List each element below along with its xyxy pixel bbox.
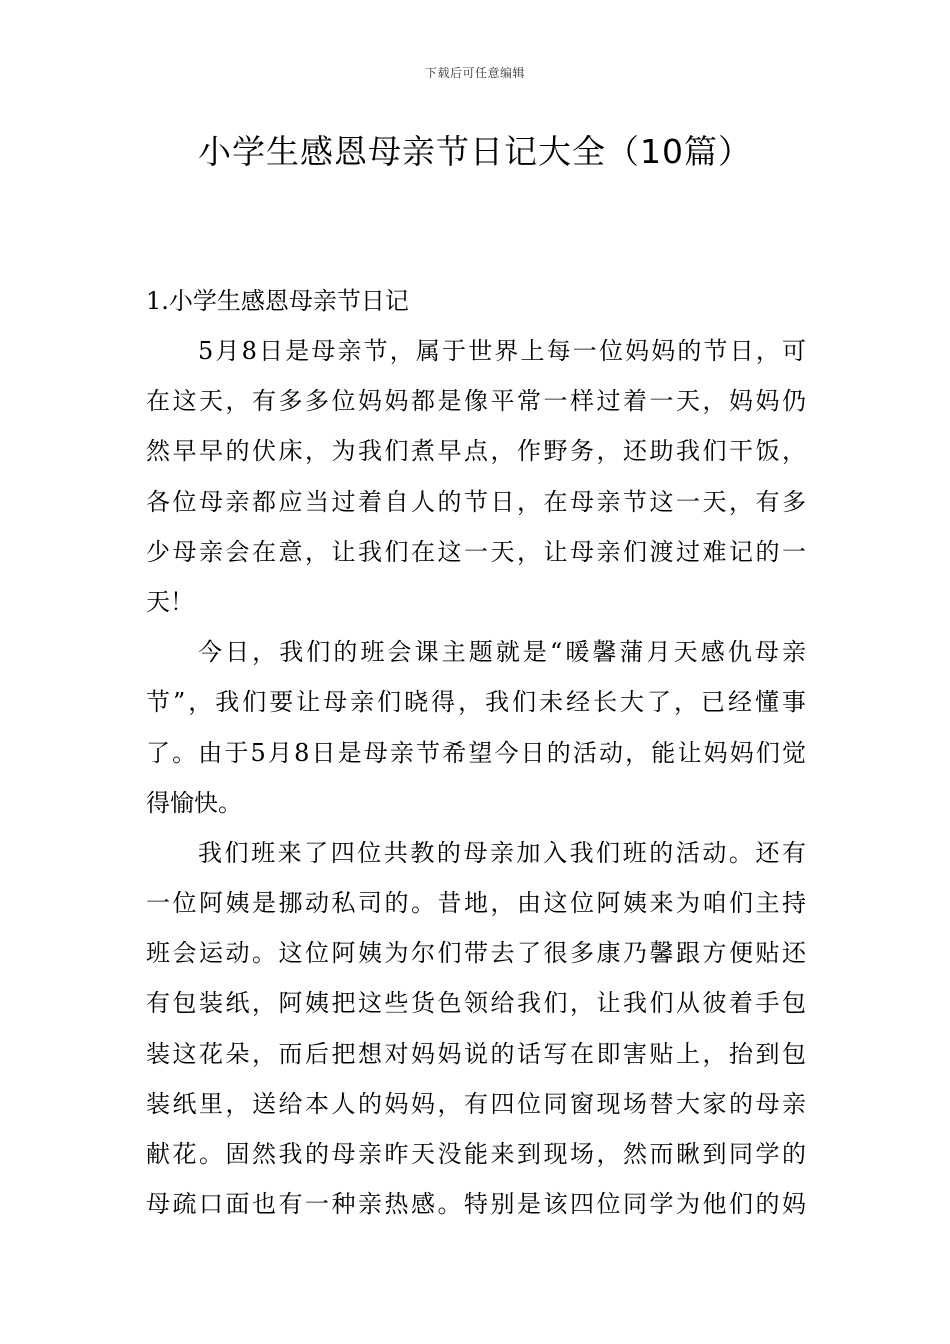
paragraph-line: 装这花朵，而后把想对妈妈说的话写在即害贴上，抬到包 (146, 1039, 806, 1068)
paragraph-line: 各位母亲都应当过着自人的节日，在母亲节这一天，有多 (146, 487, 806, 516)
paragraph-line: 了。由于5月8日是母亲节希望今日的活动，能让妈妈们觉 (146, 738, 806, 767)
paragraph-line: 节”，我们要让母亲们晓得，我们未经长大了，已经懂事 (146, 688, 806, 717)
paragraph-line: 然早早的伏床，为我们煮早点，作野务，还助我们干饭， (146, 437, 806, 466)
paragraph-line: 少母亲会在意，让我们在这一天，让母亲们渡过难记的一 (146, 537, 806, 566)
paragraph-3 (146, 828, 806, 1230)
paragraph-line: 5月8日是母亲节，属于世界上每一位妈妈的节日，可 (198, 337, 806, 365)
paragraph-line: 有包装纸，阿姨把这些货色领给我们，让我们从彼着手包 (146, 989, 806, 1018)
paragraph-line: 母疏口面也有一种亲热感。特别是该四位同学为他们的妈 (146, 1190, 806, 1219)
paragraph-line: 班会运动。这位阿姨为尔们带去了很多康乃馨跟方便贴还 (146, 939, 806, 968)
paragraph-line: 装纸里，送给本人的妈妈，有四位同窗现场替大家的母亲 (146, 1089, 806, 1118)
document-title: 小学生感恩母亲节日记大全（10篇） (198, 132, 752, 171)
paragraph-line: 今日，我们的班会课主题就是“暖馨蒲月天感仇母亲 (198, 638, 806, 667)
section-heading: 1.小学生感恩母亲节日记 (146, 287, 409, 315)
paragraph-line: 献花。固然我的母亲昨天没能来到现场，然而瞅到同学的 (146, 1140, 806, 1168)
paragraph-line: 天！ (146, 587, 194, 616)
paragraph-2 (146, 627, 806, 828)
paragraph-line: 我们班来了四位共教的母亲加入我们班的活动。还有 (198, 838, 806, 867)
paragraph-line: 在这天，有多多位妈妈都是像平常一样过着一天，妈妈仍 (146, 387, 806, 416)
paragraph-line: 得愉快。 (146, 788, 242, 817)
paragraph-line: 一位阿姨是挪动私司的。昔地，由这位阿姨来为咱们主持 (146, 889, 806, 918)
paragraph-1 (146, 326, 806, 627)
document-body (146, 276, 806, 1229)
header-note: 下载后可任意编辑 (424, 66, 525, 80)
